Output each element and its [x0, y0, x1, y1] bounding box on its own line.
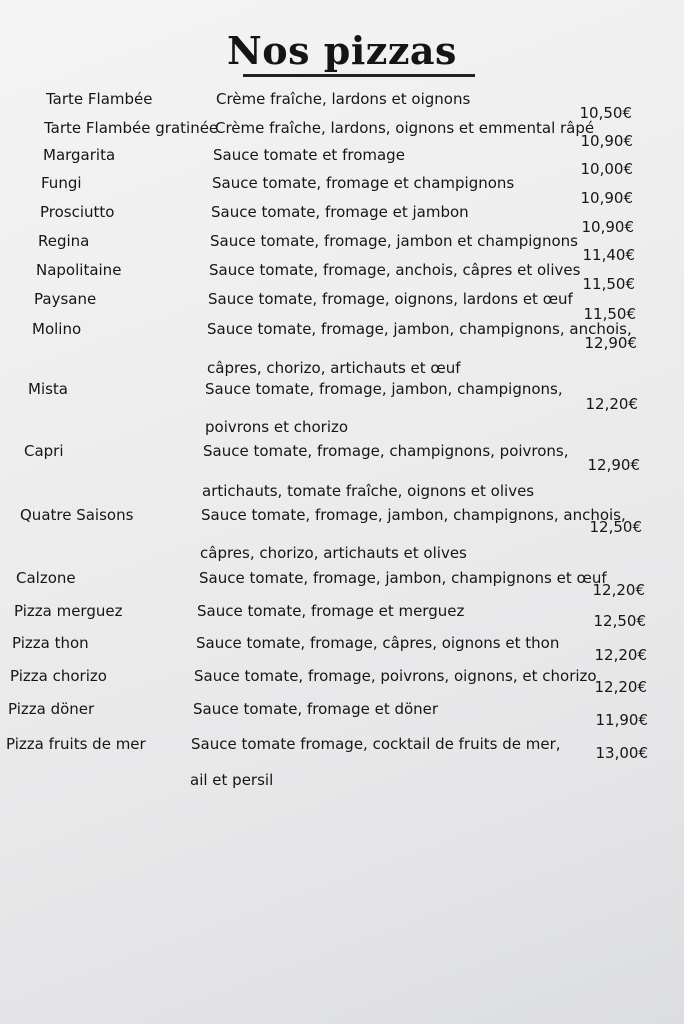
pizza-price: 12,50€ [589, 518, 642, 536]
pizza-price: 10,90€ [581, 218, 634, 236]
pizza-description: Crème fraîche, lardons et oignons [216, 90, 471, 108]
pizza-price: 10,00€ [580, 160, 633, 178]
pizza-description: Sauce tomate, fromage et champignons [212, 174, 515, 192]
pizza-description-continued: câpres, chorizo, artichauts et œuf [207, 359, 461, 377]
pizza-price: 11,50€ [582, 275, 635, 293]
pizza-description: Sauce tomate, fromage et jambon [211, 203, 469, 221]
pizza-price: 12,20€ [594, 646, 647, 664]
pizza-name: Molino [32, 320, 82, 338]
pizza-name: Pizza chorizo [10, 667, 107, 685]
pizza-name: Mista [28, 380, 68, 398]
pizza-price: 13,00€ [595, 744, 648, 762]
pizza-name: Pizza döner [8, 700, 95, 718]
pizza-description: Sauce tomate, fromage, jambon, champignons, [205, 380, 563, 398]
pizza-price: 11,50€ [583, 305, 636, 323]
pizza-name: Regina [38, 232, 90, 250]
pizza-name: Paysane [34, 290, 97, 308]
pizza-name: Pizza merguez [14, 602, 123, 620]
pizza-description: Sauce tomate, fromage, champignons, poivrons, [203, 442, 569, 460]
pizza-name: Quatre Saisons [20, 506, 134, 524]
pizza-description: Sauce tomate fromage, cocktail de fruits de mer, [191, 735, 561, 753]
pizza-description: Sauce tomate, fromage, poivrons, oignons, et chorizo [194, 667, 597, 685]
pizza-name: Pizza thon [12, 634, 89, 652]
pizza-price: 11,40€ [582, 246, 635, 264]
pizza-description: Sauce tomate, fromage, jambon, champignons, anchois, [201, 506, 626, 524]
pizza-description: Sauce tomate, fromage et merguez [197, 602, 465, 620]
pizza-name: Fungi [41, 174, 82, 192]
pizza-description: Sauce tomate, fromage, oignons, lardons et œuf [208, 290, 573, 308]
pizza-price: 12,50€ [593, 612, 646, 630]
pizza-description: Sauce tomate, fromage, jambon, champignons et œuf [199, 569, 607, 587]
pizza-name: Tarte Flambée gratinée [44, 119, 219, 137]
pizza-description: Sauce tomate, fromage et döner [193, 700, 439, 718]
pizza-name: Capri [24, 442, 64, 460]
pizza-description: Sauce tomate, fromage, jambon et champignons [210, 232, 578, 250]
pizza-description-continued: poivrons et chorizo [205, 418, 349, 436]
pizza-description: Crème fraîche, lardons, oignons et emmental râpé [215, 119, 595, 137]
pizza-name: Calzone [16, 569, 76, 587]
pizza-description: Sauce tomate, fromage, câpres, oignons et thon [196, 634, 560, 652]
pizza-name: Napolitaine [36, 261, 122, 279]
pizza-price: 10,50€ [579, 104, 632, 122]
pizza-price: 12,20€ [594, 678, 647, 696]
pizza-price: 12,90€ [584, 334, 637, 352]
pizza-price: 12,90€ [587, 456, 640, 474]
pizza-name: Prosciutto [40, 203, 115, 221]
pizza-name: Tarte Flambée [46, 90, 153, 108]
pizza-description: Sauce tomate, fromage, jambon, champignons, anchois, [207, 320, 632, 338]
pizza-description: Sauce tomate, fromage, anchois, câpres et olives [209, 261, 581, 279]
pizza-price: 10,90€ [580, 189, 633, 207]
pizza-name: Pizza fruits de mer [6, 735, 146, 753]
pizza-name: Margarita [43, 146, 116, 164]
pizza-price: 12,20€ [585, 395, 638, 413]
pizza-price: 12,20€ [592, 581, 645, 599]
pizza-description: Sauce tomate et fromage [213, 146, 405, 164]
pizza-description-continued: artichauts, tomate fraîche, oignons et olives [202, 482, 535, 500]
pizza-price: 10,90€ [580, 132, 633, 150]
page-title: Nos pizzas [227, 28, 457, 73]
pizza-price: 11,90€ [595, 711, 648, 729]
pizza-description-continued: câpres, chorizo, artichauts et olives [200, 544, 467, 562]
title-underline [243, 74, 475, 77]
pizza-description-continued: ail et persil [190, 771, 274, 789]
